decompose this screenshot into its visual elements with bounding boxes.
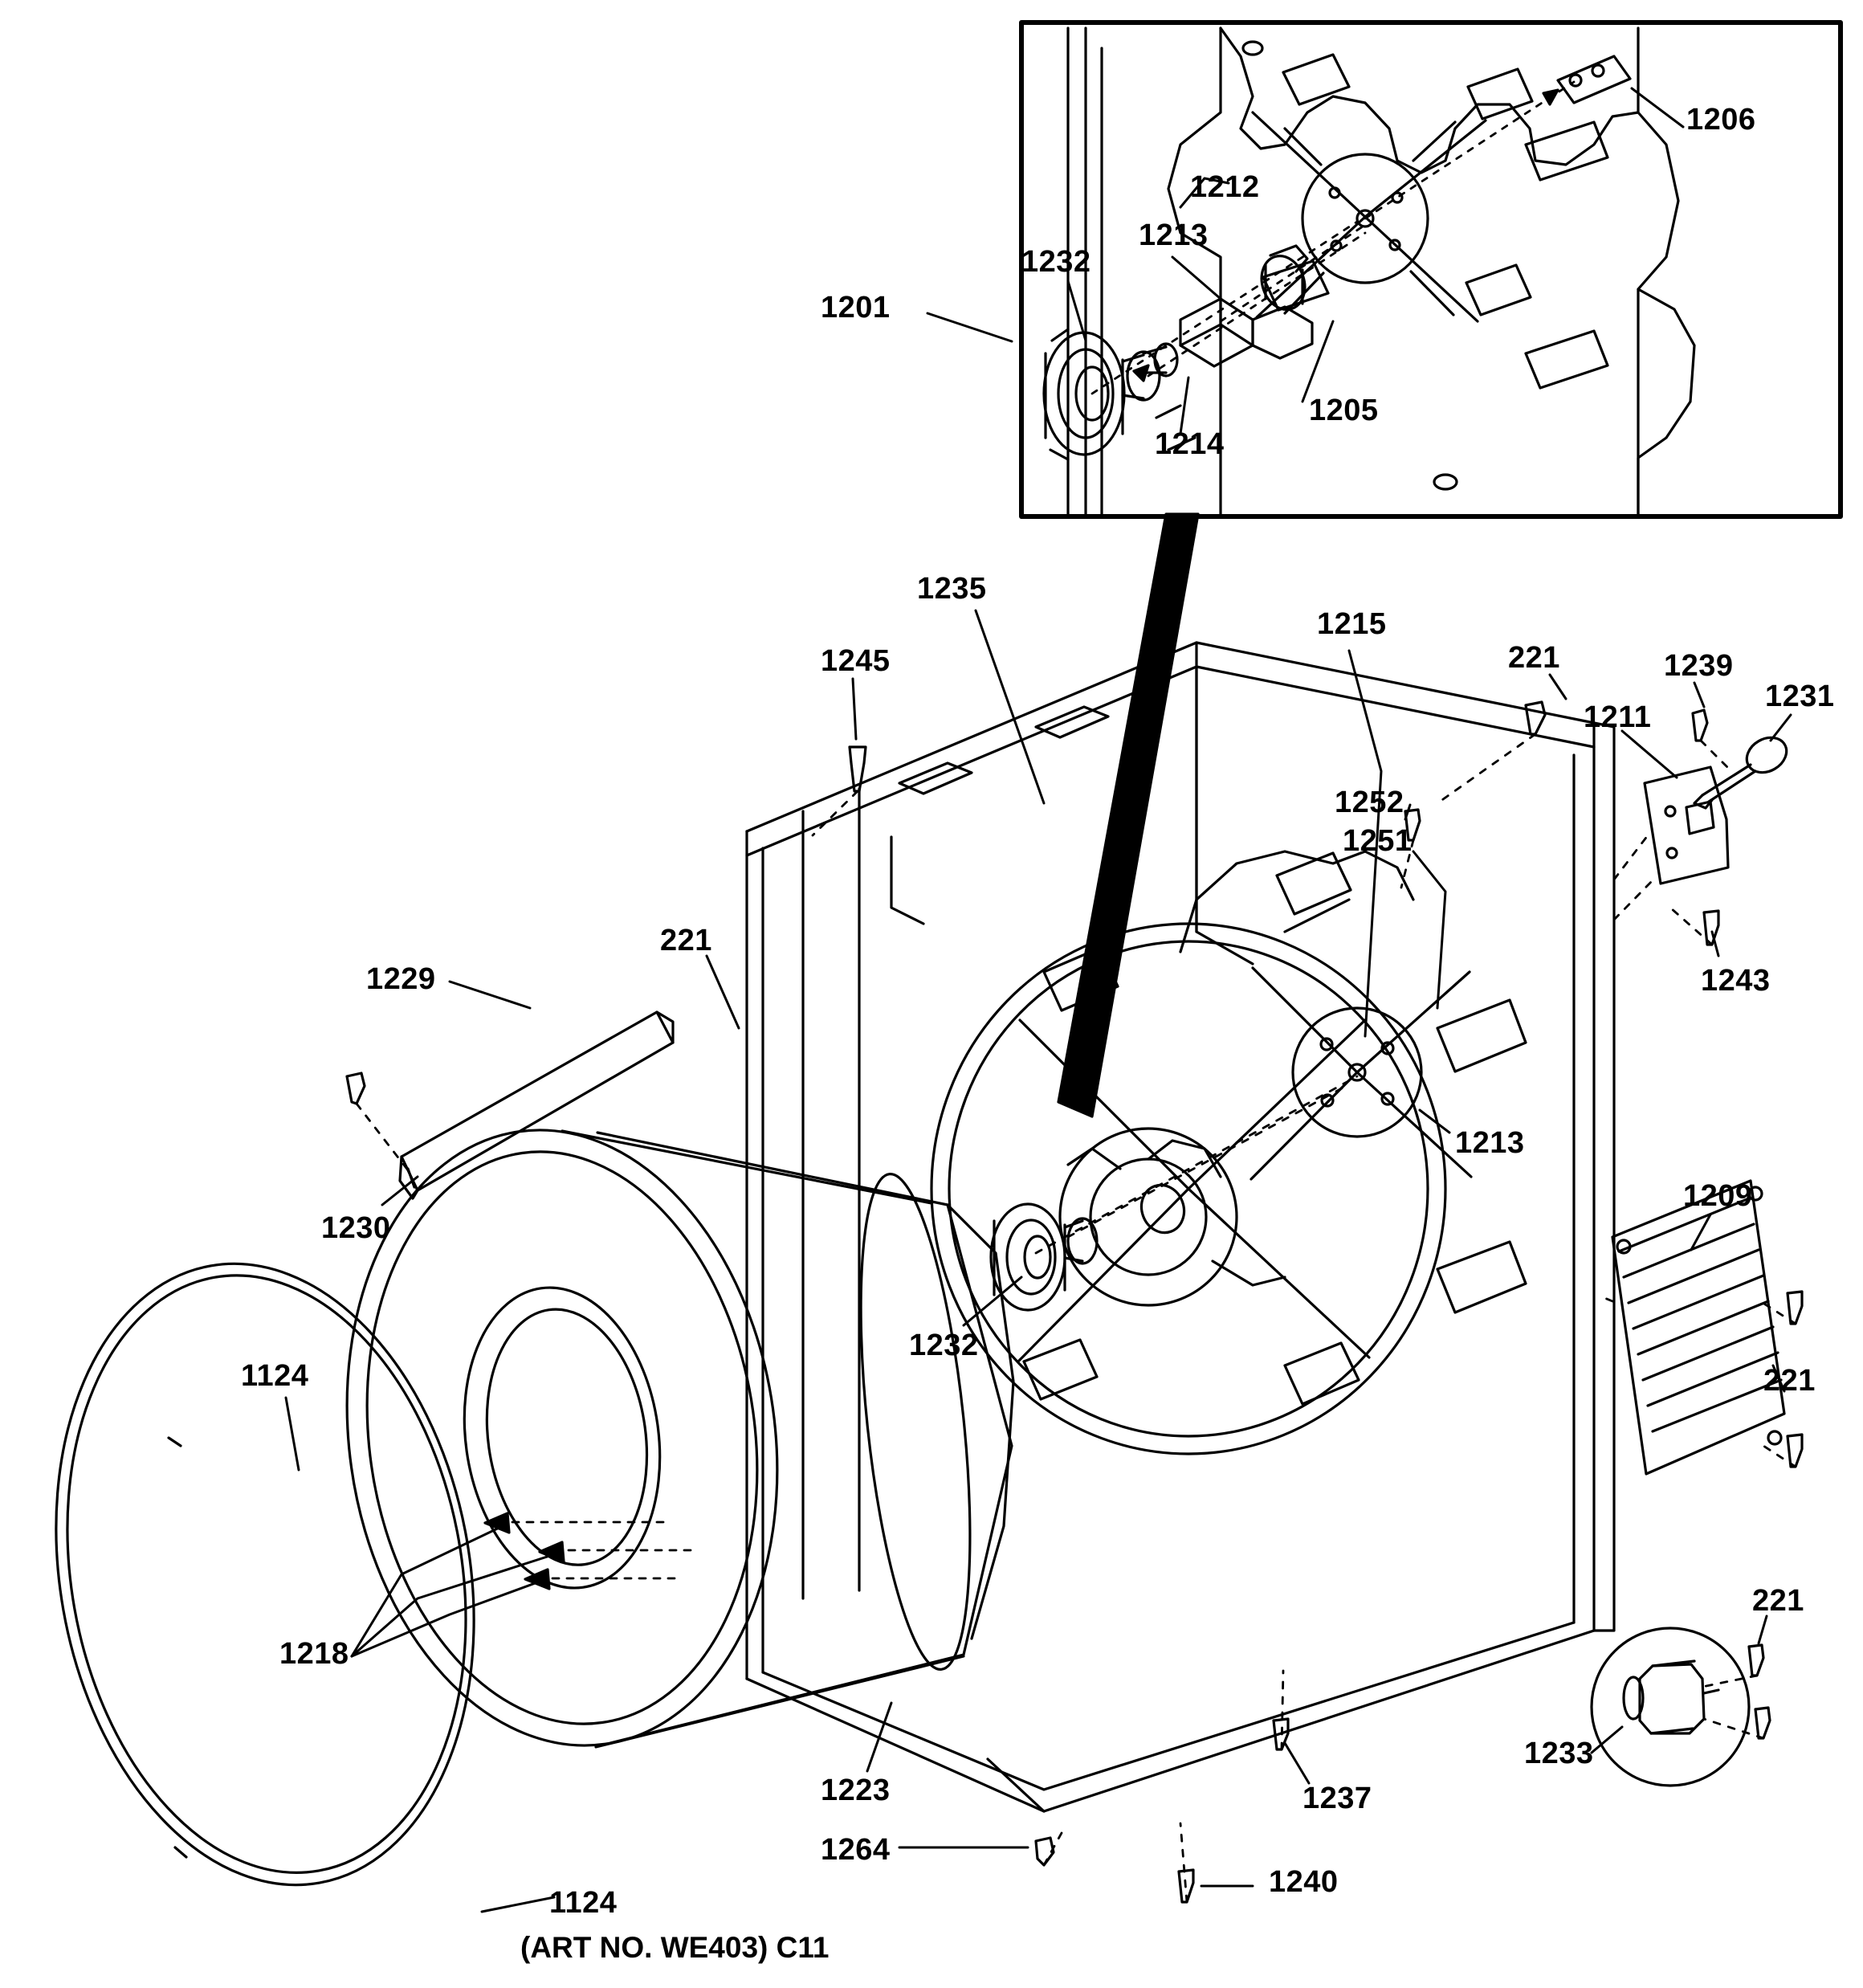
callout-1201: 1201	[821, 291, 891, 325]
terminal-block-bracket	[1645, 767, 1728, 884]
blower-assembly	[1592, 1628, 1749, 1786]
callout-1124-bottom: 1124	[549, 1886, 618, 1920]
callout-221-motor: 221	[1752, 1584, 1804, 1618]
callout-1264: 1264	[821, 1833, 891, 1867]
callout-1232-main: 1232	[909, 1329, 979, 1362]
callout-1240: 1240	[1269, 1865, 1339, 1899]
lint-duct	[400, 1012, 673, 1198]
callout-1252: 1252	[1335, 786, 1404, 819]
callout-1209: 1209	[1683, 1179, 1753, 1213]
rear-bulkhead	[932, 851, 1526, 1454]
dryer-drum	[308, 1102, 1013, 1774]
callout-221-grille: 221	[1763, 1364, 1816, 1398]
callout-1251: 1251	[1343, 824, 1413, 858]
callout-1215: 1215	[1317, 607, 1387, 641]
callout-1205: 1205	[1309, 394, 1379, 427]
callout-1231: 1231	[1765, 680, 1835, 713]
callout-1235: 1235	[917, 572, 987, 606]
front-bulkhead	[9, 1231, 521, 1919]
art-number-note: (ART NO. WE403) C11	[520, 1931, 830, 1964]
callout-1230: 1230	[321, 1211, 391, 1245]
callout-1245: 1245	[821, 644, 891, 678]
thermostat-part	[1694, 731, 1793, 808]
cabinet-outline	[747, 643, 1614, 1811]
callout-1212: 1212	[1190, 170, 1260, 204]
callout-1232-inset: 1232	[1021, 245, 1091, 279]
callout-1243: 1243	[1701, 964, 1771, 998]
callout-221-top: 221	[1508, 641, 1560, 675]
callout-1206: 1206	[1686, 103, 1756, 137]
callout-1213-main: 1213	[1455, 1126, 1525, 1160]
callout-1218: 1218	[279, 1637, 349, 1671]
callout-1213-inset: 1213	[1139, 218, 1209, 252]
callout-1124-top: 1124	[241, 1359, 309, 1393]
callout-1239: 1239	[1664, 649, 1734, 683]
callout-1223: 1223	[821, 1774, 891, 1807]
callout-221-drum: 221	[660, 924, 712, 957]
rear-grille	[1612, 1181, 1784, 1474]
callout-1211: 1211	[1584, 700, 1652, 734]
callout-1229: 1229	[366, 962, 436, 996]
callout-1237: 1237	[1302, 1782, 1372, 1815]
callout-1214: 1214	[1155, 427, 1225, 461]
callout-1233: 1233	[1524, 1737, 1594, 1770]
assembly-dotted-lines	[357, 734, 1796, 1902]
